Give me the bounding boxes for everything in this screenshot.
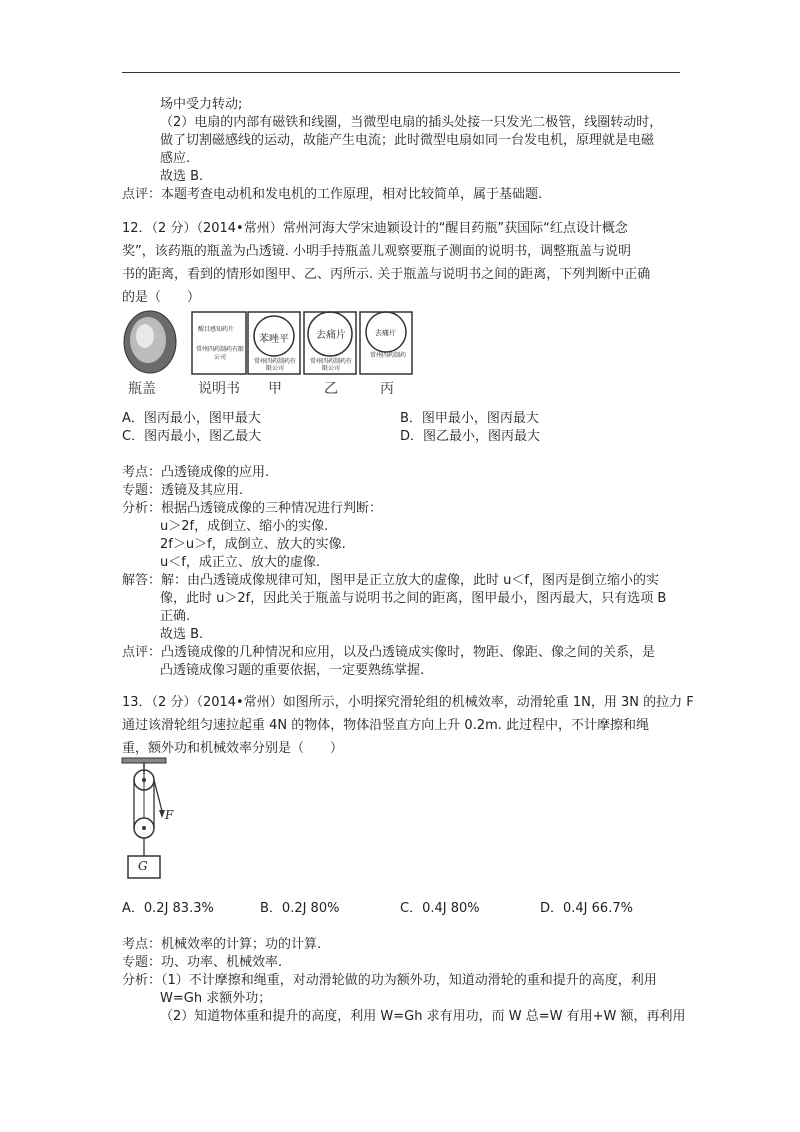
q13-stem: 13．（2 分）（2014•常州）如图所示，小明探究滑轮组的机械效率，动滑轮重 1N，用 3N 的拉力 F [122,695,694,710]
box-text: 醒目感知药片 [198,326,235,333]
q13-stem: 通过该滑轮组匀速拉起重 4N 的物体，物体沿竖直方向上升 0.2m. 此过程中，不计摩擦和绳 [122,718,649,733]
box-text: 常州四药制药有限公司 [253,358,296,372]
q13-stem: 重，额外功和机械效率分别是（ ） [122,741,344,756]
q12-option-c: C．图丙最小，图乙最大 [122,429,262,444]
prev-line: 场中受力转动; [160,97,243,112]
force-label: F [165,808,174,822]
header-rule [122,72,680,73]
caption-jia: 甲 [268,381,282,397]
bottle-cap [124,311,176,373]
q13-analysis-line: （2）知道物体重和提升的高度，利用 W=Gh 求有用功，而 W 总=W 有用+W 额，再利用 [160,1009,686,1024]
q12-analysis-line: 像，此时 u＞2f，因此关于瓶盖与说明书之间的距离，图甲最小，图丙最大，只有选项 B [160,591,667,606]
q13-option-d: D．0.4J 66.7% [540,901,633,916]
q13-option-b: B．0.2J 80% [260,901,340,916]
box-text: 去痛片 [316,330,346,341]
q12-stem: 书的距离，看到的情形如图甲、乙、丙所示. 关于瓶盖与说明书之间的距离，下列判断中正确 [122,267,651,282]
prev-line: （2）电扇的内部有磁铁和线圈，当微型电扇的插头处接一只发光二极管，线圈转动时， [160,115,663,130]
q12-option-b: B．图甲最小，图丙最大 [400,411,539,426]
prev-line: 感应. [160,151,191,166]
q13-analysis-line: W=Gh 求额外功； [160,991,272,1006]
weight-label: G [138,859,148,873]
prev-comment: 点评：本题考查电动机和发电机的工作原理，相对比较简单，属于基础题. [122,187,543,202]
prev-line: 做了切割磁感线的运动，故能产生电流；此时微型电扇如同一台发电机，原理就是电磁 [160,133,655,148]
caption-yi: 乙 [324,381,338,397]
box-text: 常州四药制药有限公司 [196,346,245,361]
prev-line: 故选 B. [160,169,204,184]
q12-analysis-line: 解答：解：由凸透镜成像规律可知，图甲是正立放大的虚像，此时 u＜f，图丙是倒立缩小的实 [122,573,659,588]
q12-analysis-line: 2f＞u＞f，成倒立、放大的实像. [160,537,346,552]
caption-manual: 说明书 [198,381,240,397]
q12-analysis-line: 专题：透镜及其应用. [122,483,244,498]
q12-analysis-line: 点评：凸透镜成像的几种情况和应用，以及凸透镜成实像时，物距、像距、像之间的关系，是 [122,645,656,660]
q13-option-c: C．0.4J 80% [400,901,480,916]
box-text: 常州四药制药 [369,352,406,359]
q12-option-a: A．图丙最小，图甲最大 [122,411,261,426]
q12-analysis-line: 正确. [160,609,191,624]
q12-analysis-line: u＞2f，成倒立、缩小的实像. [160,519,329,534]
q12-analysis-line: 故选 B. [160,627,204,642]
caption-cap: 瓶盖 [128,381,156,397]
q13-option-a: A．0.2J 83.3% [122,901,214,916]
box-text: 苯唑平 [259,334,289,345]
q12-analysis-line: 考点：凸透镜成像的应用. [122,465,270,480]
q13-analysis-line: 分析：（1）不计摩擦和绳重，对动滑轮做的功为额外功，知道动滑轮的重和提升的高度，利用 [122,973,657,988]
q12-figure [118,300,418,400]
q12-analysis-line: u＜f，成正立、放大的虚像. [160,555,320,570]
q13-analysis-line: 专题：功、功率、机械效率. [122,955,283,970]
caption-bing: 丙 [380,381,394,397]
q12-stem: 的是（ ） [122,290,201,305]
q12-analysis-line: 分析：根据凸透镜成像的三种情况进行判断： [122,501,383,516]
box-text: 常州四药制药有限公司 [309,358,352,372]
q13-analysis-line: 考点：机械效率的计算；功的计算. [122,937,322,952]
pulley-diagram [118,756,188,886]
q12-stem: 奖”，该药瓶的瓶盖为凸透镜. 小明手持瓶盖儿观察要瓶子测面的说明书，调整瓶盖与说明 [122,244,632,259]
box-text: 去痛片 [375,329,396,337]
pulley-figure [118,756,188,886]
q12-option-d: D．图乙最小，图丙最大 [400,429,541,444]
q12-analysis-line: 凸透镜成像习题的重要依据，一定要熟练掌握. [160,663,425,678]
q12-stem: 12．（2 分）（2014•常州）常州河海大学宋迪颖设计的“醒目药瓶”获国际“红点设计概念 [122,221,628,236]
